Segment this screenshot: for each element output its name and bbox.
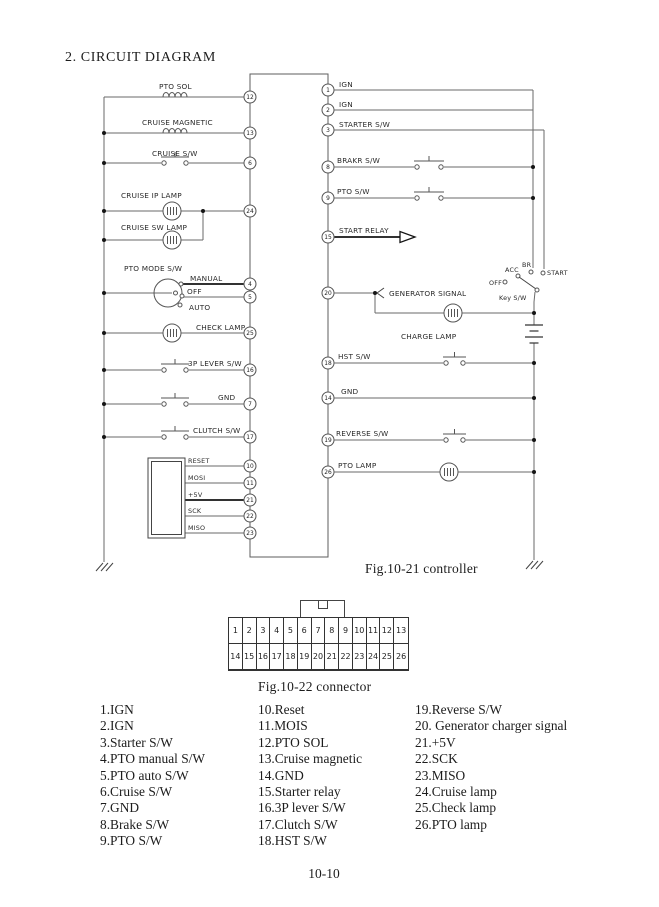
pin-13 xyxy=(244,127,256,139)
label-start-relay: START RELAY xyxy=(339,226,389,235)
diagram-labels xyxy=(121,80,568,532)
svg-text:5: 5 xyxy=(248,295,252,302)
connector-cell: 11 xyxy=(367,618,381,644)
pin-6 xyxy=(244,157,256,169)
legend-item: 18.HST S/W xyxy=(258,833,327,849)
pin-21 xyxy=(244,494,256,506)
svg-text:26: 26 xyxy=(324,470,332,477)
ground-right-icon xyxy=(526,561,543,569)
page-title: 2. CIRCUIT DIAGRAM xyxy=(65,50,216,65)
label-pto-sol: PTO SOL xyxy=(159,82,192,91)
label-off: OFF xyxy=(187,287,202,296)
pin-9 xyxy=(322,192,334,204)
connector-cell: 4 xyxy=(270,618,284,644)
legend-item: 8.Brake S/W xyxy=(100,816,170,832)
battery-icon xyxy=(525,325,543,343)
svg-text:14: 14 xyxy=(324,396,332,403)
connector-cell: 3 xyxy=(257,618,271,644)
legend-item: 10.Reset xyxy=(258,702,305,717)
controller-pins xyxy=(244,84,334,539)
svg-text:9: 9 xyxy=(326,196,330,203)
label-pto-lamp: PTO LAMP xyxy=(338,461,377,470)
connector-caption: Fig.10-22 connector xyxy=(258,679,372,694)
connector-cell: 22 xyxy=(339,644,353,670)
pin-8 xyxy=(322,161,334,173)
label-hst-sw: HST S/W xyxy=(338,352,371,361)
label-key-start: START xyxy=(547,269,568,277)
mcu-block xyxy=(148,458,185,538)
legend-item: 26.PTO lamp xyxy=(415,816,487,832)
page-number: 10-10 xyxy=(308,866,340,881)
label-cruise-magnetic: CRUISE MAGNETIC xyxy=(142,118,213,127)
connector-notch xyxy=(318,600,328,609)
svg-text:19: 19 xyxy=(324,438,332,445)
legend-item: 5.PTO auto S/W xyxy=(100,767,189,783)
legend-item: 17.Clutch S/W xyxy=(258,816,338,832)
charge-lamp-icon xyxy=(444,304,462,322)
legend-item: 3.Starter S/W xyxy=(100,734,173,750)
svg-text:6: 6 xyxy=(248,161,252,168)
label-check-lamp: CHECK LAMP xyxy=(196,323,246,332)
pto-lamp-icon xyxy=(440,463,458,481)
legend-column-3 xyxy=(415,702,567,833)
legend-item: 4.PTO manual S/W xyxy=(100,751,206,767)
label-plus5v: +5V xyxy=(188,491,203,499)
svg-text:15: 15 xyxy=(324,235,332,242)
pin-24 xyxy=(244,205,256,217)
connector-cell: 15 xyxy=(243,644,257,670)
pin-7 xyxy=(244,398,256,410)
pin-5 xyxy=(244,291,256,303)
connector-cell: 8 xyxy=(325,618,339,644)
check-lamp-icon xyxy=(163,324,181,342)
legend-column-1 xyxy=(100,702,205,850)
cruise-magnetic-coil-icon xyxy=(163,129,187,134)
legend-item: 19.Reverse S/W xyxy=(415,702,503,717)
connector-cell: 12 xyxy=(380,618,394,644)
label-ign2: IGN xyxy=(339,100,353,109)
pin-12 xyxy=(244,91,256,103)
svg-text:10: 10 xyxy=(246,464,254,471)
connector-cell: 19 xyxy=(298,644,312,670)
legend-item: 11.MOIS xyxy=(258,718,308,734)
pin-10 xyxy=(244,460,256,472)
label-gnd-left: GND xyxy=(218,393,236,402)
brake-switch-icon xyxy=(414,156,444,169)
label-reverse-sw: REVERSE S/W xyxy=(336,429,389,438)
legend-item: 2.IGN xyxy=(100,718,134,734)
legend-item: 25.Check lamp xyxy=(415,800,497,816)
label-pto-mode-sw: PTO MODE S/W xyxy=(124,264,183,273)
pin-11 xyxy=(244,477,256,489)
label-key-sw: Key S/W xyxy=(499,294,527,302)
legend-column-2 xyxy=(258,702,362,850)
pin-14 xyxy=(322,392,334,404)
connector-cell: 10 xyxy=(353,618,367,644)
connector-cell: 14 xyxy=(229,644,243,670)
connector-cell: 9 xyxy=(339,618,353,644)
connector-cell: 17 xyxy=(270,644,284,670)
controller-caption: Fig.10-21 controller xyxy=(365,561,478,576)
pto-switch-icon xyxy=(414,187,444,200)
svg-text:22: 22 xyxy=(246,514,254,521)
connector-cell: 16 xyxy=(257,644,271,670)
label-reset: RESET xyxy=(188,457,210,465)
legend-item: 9.PTO S/W xyxy=(100,833,163,849)
gnd-switch-icon xyxy=(161,393,189,406)
pto-sol-coil-icon xyxy=(163,93,187,98)
label-miso: MISO xyxy=(188,524,206,532)
pin-19 xyxy=(322,434,334,446)
pin-1 xyxy=(322,84,334,96)
connector-grid xyxy=(228,617,409,671)
legend-item: 6.Cruise S/W xyxy=(100,784,173,800)
connector-cell: 26 xyxy=(394,644,408,670)
svg-text:16: 16 xyxy=(246,368,254,375)
lever3p-switch-icon xyxy=(161,359,189,372)
connector-cell: 6 xyxy=(298,618,312,644)
reverse-switch-icon xyxy=(443,429,466,442)
svg-text:13: 13 xyxy=(246,131,254,138)
label-cruise-sw: CRUISE S/W xyxy=(152,149,198,158)
label-manual: MANUAL xyxy=(190,274,223,283)
legend-item: 21.+5V xyxy=(415,734,456,750)
svg-text:3: 3 xyxy=(326,128,330,135)
svg-text:8: 8 xyxy=(326,165,330,172)
connector-cell: 2 xyxy=(243,618,257,644)
junction-dots xyxy=(102,131,536,477)
label-generator-signal: GENERATOR SIGNAL xyxy=(389,289,467,298)
pin-17 xyxy=(244,431,256,443)
label-sck: SCK xyxy=(188,507,202,515)
pin-4 xyxy=(244,278,256,290)
svg-text:4: 4 xyxy=(248,282,252,289)
hst-switch-icon xyxy=(443,352,466,365)
legend-item: 13.Cruise magnetic xyxy=(258,751,363,767)
pin-15 xyxy=(322,231,334,243)
svg-text:2: 2 xyxy=(326,108,330,115)
pin-22 xyxy=(244,510,256,522)
pin-3 xyxy=(322,124,334,136)
legend-item: 1.IGN xyxy=(100,702,134,717)
svg-text:23: 23 xyxy=(246,531,254,538)
pin-2 xyxy=(322,104,334,116)
svg-text:11: 11 xyxy=(246,481,254,488)
svg-text:17: 17 xyxy=(246,435,254,442)
connector-cell: 13 xyxy=(394,618,408,644)
legend-item: 23.MISO xyxy=(415,767,466,783)
cruise-sw-lamp-icon xyxy=(163,231,181,249)
controller-outline xyxy=(250,74,328,557)
svg-text:1: 1 xyxy=(326,88,330,95)
pin-16 xyxy=(244,364,256,376)
connector-cell: 21 xyxy=(325,644,339,670)
svg-text:7: 7 xyxy=(248,402,252,409)
legend-item: 12.PTO SOL xyxy=(258,734,329,750)
pin-20 xyxy=(322,287,334,299)
legend-item: 14.GND xyxy=(258,767,304,783)
cruise-ip-lamp-icon xyxy=(163,202,181,220)
label-mosi: MOSI xyxy=(188,474,206,482)
label-auto: AUTO xyxy=(189,303,211,312)
label-key-acc: ACC xyxy=(505,266,519,274)
connector-cell: 5 xyxy=(284,618,298,644)
label-3p-lever-sw: 3P LEVER S/W xyxy=(188,359,242,368)
pin-26 xyxy=(322,466,334,478)
connector-cell: 7 xyxy=(312,618,326,644)
clutch-switch-icon xyxy=(161,426,189,439)
connector-cell: 24 xyxy=(367,644,381,670)
pin-23 xyxy=(244,527,256,539)
label-clutch-sw: CLUTCH S/W xyxy=(193,426,241,435)
label-charge-lamp: CHARGE LAMP xyxy=(401,332,457,341)
connector-cell: 23 xyxy=(353,644,367,670)
connector-cell: 1 xyxy=(229,618,243,644)
svg-text:20: 20 xyxy=(324,291,332,298)
label-key-off: OFF xyxy=(489,279,502,287)
connector-cell: 20 xyxy=(312,644,326,670)
label-pto-sw: PTO S/W xyxy=(337,187,370,196)
connector-cell: 18 xyxy=(284,644,298,670)
pin-25 xyxy=(244,327,256,339)
legend-item: 22.SCK xyxy=(415,751,458,767)
label-brakr-sw: BRAKR S/W xyxy=(337,156,381,165)
legend-item: 7.GND xyxy=(100,800,140,816)
legend-item: 16.3P lever S/W xyxy=(258,800,346,816)
legend-item: 20. Generator charger signal xyxy=(415,718,568,734)
label-key-br: BR xyxy=(522,261,532,269)
svg-text:18: 18 xyxy=(324,361,332,368)
label-starter-sw: STARTER S/W xyxy=(339,120,391,129)
label-cruise-ip-lamp: CRUISE IP LAMP xyxy=(121,191,182,200)
start-relay-arrow-icon xyxy=(400,232,415,243)
connector-cell: 25 xyxy=(380,644,394,670)
legend-item: 24.Cruise lamp xyxy=(415,784,497,800)
generator-signal-arrow-icon xyxy=(377,288,384,298)
pin-18 xyxy=(322,357,334,369)
svg-text:12: 12 xyxy=(246,95,254,102)
label-ign1: IGN xyxy=(339,80,353,89)
legend-item: 15.Starter relay xyxy=(258,784,341,800)
svg-text:25: 25 xyxy=(246,331,254,338)
svg-text:24: 24 xyxy=(246,209,254,216)
label-cruise-sw-lamp: CRUISE SW LAMP xyxy=(121,223,188,232)
ground-left-icon xyxy=(96,563,113,571)
svg-text:21: 21 xyxy=(246,498,254,505)
label-gnd-right: GND xyxy=(341,387,359,396)
